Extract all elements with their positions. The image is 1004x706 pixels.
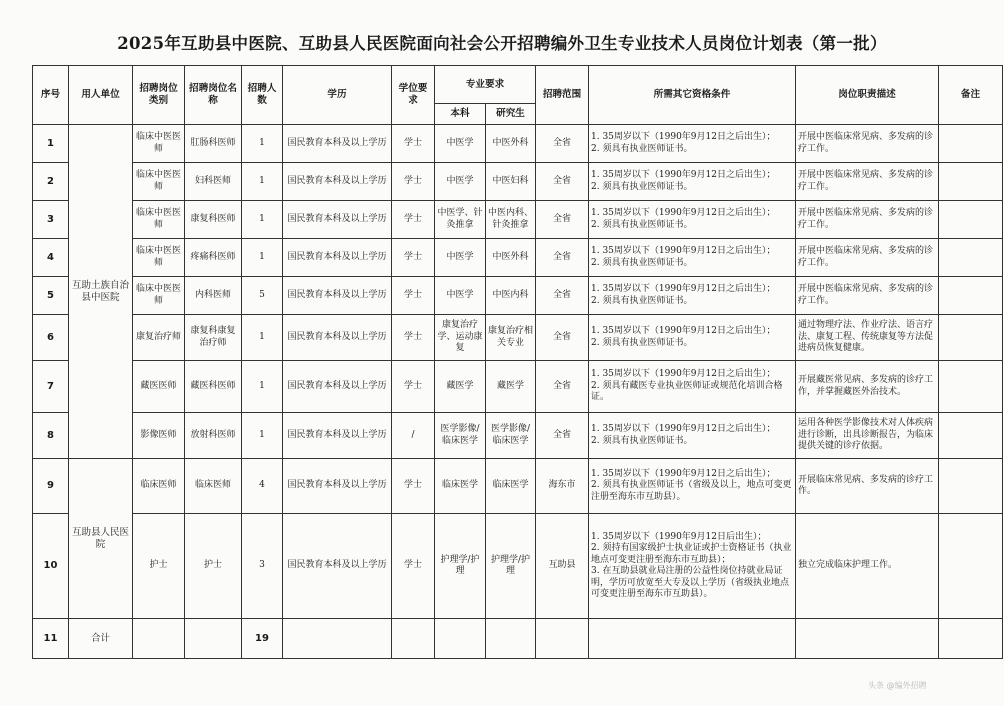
table-row	[33, 163, 1003, 201]
row-scope: 海东市	[536, 459, 589, 514]
header-education: 学历	[283, 66, 392, 125]
row-remarks	[939, 239, 1003, 277]
condition-line: 2. 须具有执业医师证书。	[591, 219, 693, 230]
total-row	[33, 619, 1003, 659]
table-row	[33, 239, 1003, 277]
row-degree: 学士	[392, 125, 435, 163]
header-major: 专业要求	[435, 66, 536, 104]
total-empty	[392, 619, 435, 659]
condition-line: 2. 须具有执业医师证书。	[591, 181, 693, 192]
row-major-bachelor: 藏医学	[435, 361, 486, 413]
row-duties: 开展中医临床常见病、多发病的诊疗工作。	[796, 201, 939, 239]
row-remarks	[939, 201, 1003, 239]
row-conditions	[589, 201, 796, 239]
condition-line: 2. 须持有国家级护士执业证或护士资格证书（执业地点可变更注册至海东市互助县）；	[591, 543, 792, 565]
total-empty	[133, 619, 185, 659]
row-education: 国民教育本科及以上学历	[283, 239, 392, 277]
row-major-graduate: 中医外科	[486, 239, 536, 277]
row-position: 康复科康复治疗师	[185, 315, 242, 361]
row-seq: 7	[33, 361, 69, 413]
row-scope: 全省	[536, 163, 589, 201]
row-seq: 1	[33, 125, 69, 163]
row-major-graduate: 中医妇科	[486, 163, 536, 201]
row-count: 1	[242, 239, 283, 277]
total-empty	[435, 619, 486, 659]
row-major-graduate: 护理学/护理	[486, 514, 536, 619]
row-scope: 全省	[536, 201, 589, 239]
condition-line: 1. 35周岁以下（1990年9月12日之后出生）；	[591, 326, 776, 336]
header-category: 招聘岗位类别	[133, 66, 185, 125]
row-degree: 学士	[392, 163, 435, 201]
row-category: 临床中医医师	[133, 163, 185, 201]
row-degree: 学士	[392, 514, 435, 619]
header-duties: 岗位职责描述	[796, 66, 939, 125]
row-category: 藏医医师	[133, 361, 185, 413]
row-remarks	[939, 361, 1003, 413]
row-category: 康复治疗师	[133, 315, 185, 361]
header-unit: 用人单位	[69, 66, 133, 125]
condition-line: 2. 须具有执业医师证书。	[591, 337, 693, 348]
row-major-bachelor: 中医学	[435, 125, 486, 163]
row-position: 放射科医师	[185, 413, 242, 459]
row-major-bachelor: 医学影像/临床医学	[435, 413, 486, 459]
row-education: 国民教育本科及以上学历	[283, 277, 392, 315]
header-position: 招聘岗位名称	[185, 66, 242, 125]
condition-line: 2. 须具有执业医师证书。	[591, 257, 693, 268]
recruitment-table	[32, 65, 1003, 659]
condition-line: 1. 35周岁以下（1990年9月12日之后出生）；	[591, 170, 776, 180]
row-major-bachelor: 中医学	[435, 277, 486, 315]
row-position: 护士	[185, 514, 242, 619]
condition-line: 1. 35周岁以下（1990年9月12日之后出生）；	[591, 369, 776, 380]
condition-line: 1. 35周岁以下（1990年9月12日之后出生）；	[591, 424, 776, 434]
row-degree: 学士	[392, 277, 435, 315]
condition-line: 1. 35周岁以下（1990年9月12日之后出生）；	[591, 208, 776, 218]
row-position: 康复科医师	[185, 201, 242, 239]
condition-line: 1. 35周岁以下（1990年9月12日之后出生）；	[591, 132, 776, 142]
row-education: 国民教育本科及以上学历	[283, 201, 392, 239]
total-label: 合计	[69, 619, 133, 659]
row-major-graduate: 临床医学	[486, 459, 536, 514]
header-conditions: 所需其它资格条件	[589, 66, 796, 125]
row-scope: 全省	[536, 125, 589, 163]
row-major-bachelor: 康复治疗学、运动康复	[435, 315, 486, 361]
row-duties: 独立完成临床护理工作。	[796, 514, 939, 619]
table-row	[33, 514, 1003, 619]
condition-line: 2. 须具有藏医专业执业医师证或规范化培训合格证。	[591, 380, 783, 403]
row-duties: 开展中医临床常见病、多发病的诊疗工作。	[796, 163, 939, 201]
table-row	[33, 315, 1003, 361]
row-duties: 开展中医临床常见病、多发病的诊疗工作。	[796, 125, 939, 163]
row-remarks	[939, 163, 1003, 201]
unit-cell: 互助县人民医院	[69, 459, 133, 619]
row-major-graduate: 中医内科、针灸推拿	[486, 201, 536, 239]
row-remarks	[939, 277, 1003, 315]
row-category: 临床中医医师	[133, 239, 185, 277]
row-seq: 9	[33, 459, 69, 514]
row-count: 1	[242, 361, 283, 413]
total-empty	[536, 619, 589, 659]
table-row	[33, 459, 1003, 514]
row-category: 临床医师	[133, 459, 185, 514]
row-count: 1	[242, 201, 283, 239]
row-duties: 运用各种医学影像技术对人体疾病进行诊断，出具诊断报告，为临床提供关键的诊疗依据。	[796, 413, 939, 459]
header-remarks: 备注	[939, 66, 1003, 125]
row-count: 1	[242, 315, 283, 361]
row-major-graduate: 医学影像/临床医学	[486, 413, 536, 459]
header-seq: 序号	[33, 66, 69, 125]
row-position: 藏医科医师	[185, 361, 242, 413]
condition-line: 1. 35周岁以下（1990年9月12日后出生）；	[591, 531, 767, 542]
row-education: 国民教育本科及以上学历	[283, 361, 392, 413]
table-row	[33, 125, 1003, 163]
row-position: 肛肠科医师	[185, 125, 242, 163]
row-seq: 4	[33, 239, 69, 277]
row-conditions	[589, 239, 796, 277]
table-row	[33, 413, 1003, 459]
row-major-bachelor: 中医学	[435, 163, 486, 201]
row-position: 妇科医师	[185, 163, 242, 201]
header-count: 招聘人数	[242, 66, 283, 125]
table-row	[33, 361, 1003, 413]
row-major-bachelor: 临床医学	[435, 459, 486, 514]
row-remarks	[939, 514, 1003, 619]
row-scope: 全省	[536, 277, 589, 315]
row-education: 国民教育本科及以上学历	[283, 125, 392, 163]
row-seq: 5	[33, 277, 69, 315]
condition-line: 3. 在互助县就业局注册的公益性岗位持就业局证明，学历可放宽至大专及以上学历（省级执业地点可变更注册至海东市互助县）。	[591, 566, 790, 599]
row-conditions	[589, 315, 796, 361]
row-count: 3	[242, 514, 283, 619]
row-major-graduate: 中医内科	[486, 277, 536, 315]
row-seq: 10	[33, 514, 69, 619]
unit-cell: 互助土族自治县中医院	[69, 125, 133, 459]
condition-line: 1. 35周岁以下（1990年9月12日之后出生）；	[591, 284, 776, 294]
row-scope: 全省	[536, 315, 589, 361]
condition-line: 2. 须具有执业医师证书。	[591, 143, 693, 154]
row-duties: 开展临床常见病、多发病的诊疗工作。	[796, 459, 939, 514]
row-scope: 全省	[536, 413, 589, 459]
row-major-bachelor: 中医学、针灸推拿	[435, 201, 486, 239]
row-seq: 3	[33, 201, 69, 239]
row-position: 疼痛科医师	[185, 239, 242, 277]
condition-line: 2. 须具有执业医师证书（省级及以上，地点可变更注册至海东市互助县）。	[591, 480, 792, 502]
row-count: 1	[242, 163, 283, 201]
row-education: 国民教育本科及以上学历	[283, 315, 392, 361]
row-seq: 6	[33, 315, 69, 361]
row-count: 1	[242, 125, 283, 163]
row-count: 1	[242, 413, 283, 459]
row-conditions	[589, 125, 796, 163]
row-education: 国民教育本科及以上学历	[283, 413, 392, 459]
header-major-graduate: 研究生	[486, 104, 536, 125]
row-seq: 2	[33, 163, 69, 201]
row-remarks	[939, 459, 1003, 514]
row-scope: 互助县	[536, 514, 589, 619]
row-conditions	[589, 459, 796, 514]
total-seq: 11	[33, 619, 69, 659]
row-conditions	[589, 413, 796, 459]
row-remarks	[939, 413, 1003, 459]
header-degree: 学位要求	[392, 66, 435, 125]
row-degree: 学士	[392, 315, 435, 361]
row-degree: 学士	[392, 361, 435, 413]
row-category: 临床中医医师	[133, 125, 185, 163]
row-conditions	[589, 514, 796, 619]
row-position: 内科医师	[185, 277, 242, 315]
table-row	[33, 277, 1003, 315]
total-empty	[486, 619, 536, 659]
row-major-graduate: 中医外科	[486, 125, 536, 163]
table-row	[33, 201, 1003, 239]
total-empty	[939, 619, 1003, 659]
row-position: 临床医师	[185, 459, 242, 514]
watermark: 头条 @编外招聘	[868, 681, 927, 690]
total-empty	[589, 619, 796, 659]
row-remarks	[939, 315, 1003, 361]
row-major-bachelor: 护理学/护理	[435, 514, 486, 619]
row-scope: 全省	[536, 239, 589, 277]
row-category: 影像医师	[133, 413, 185, 459]
row-degree: 学士	[392, 239, 435, 277]
row-count: 5	[242, 277, 283, 315]
row-major-graduate: 康复治疗相关专业	[486, 315, 536, 361]
condition-line: 1. 35周岁以下（1990年9月12日之后出生）；	[591, 468, 776, 479]
row-education: 国民教育本科及以上学历	[283, 459, 392, 514]
total-count: 19	[242, 619, 283, 659]
total-empty	[283, 619, 392, 659]
total-empty	[185, 619, 242, 659]
row-category: 临床中医医师	[133, 201, 185, 239]
row-education: 国民教育本科及以上学历	[283, 163, 392, 201]
row-education: 国民教育本科及以上学历	[283, 514, 392, 619]
row-conditions	[589, 163, 796, 201]
row-degree: 学士	[392, 459, 435, 514]
row-major-graduate: 藏医学	[486, 361, 536, 413]
row-remarks	[939, 125, 1003, 163]
header-major-bachelor: 本科	[435, 104, 486, 125]
row-conditions	[589, 277, 796, 315]
row-duties: 开展中医临床常见病、多发病的诊疗工作。	[796, 277, 939, 315]
condition-line: 2. 须具有执业医师证书。	[591, 435, 693, 446]
row-category: 临床中医医师	[133, 277, 185, 315]
total-empty	[796, 619, 939, 659]
header-scope: 招聘范围	[536, 66, 589, 125]
row-conditions	[589, 361, 796, 413]
row-count: 4	[242, 459, 283, 514]
row-duties: 通过物理疗法、作业疗法、语言疗法、康复工程、传统康复等方法促进病员恢复健康。	[796, 315, 939, 361]
row-degree: /	[392, 413, 435, 459]
page-title: 2025年互助县中医院、互助县人民医院面向社会公开招聘编外卫生专业技术人员岗位计划表（第一批）	[117, 34, 887, 53]
row-duties: 开展中医临床常见病、多发病的诊疗工作。	[796, 239, 939, 277]
row-category: 护士	[133, 514, 185, 619]
row-degree: 学士	[392, 201, 435, 239]
row-major-bachelor: 中医学	[435, 239, 486, 277]
row-duties: 开展藏医常见病、多发病的诊疗工作，并掌握藏医外治技术。	[796, 361, 939, 413]
row-seq: 8	[33, 413, 69, 459]
condition-line: 1. 35周岁以下（1990年9月12日之后出生）；	[591, 246, 776, 256]
condition-line: 2. 须具有执业医师证书。	[591, 295, 693, 306]
row-scope: 全省	[536, 361, 589, 413]
